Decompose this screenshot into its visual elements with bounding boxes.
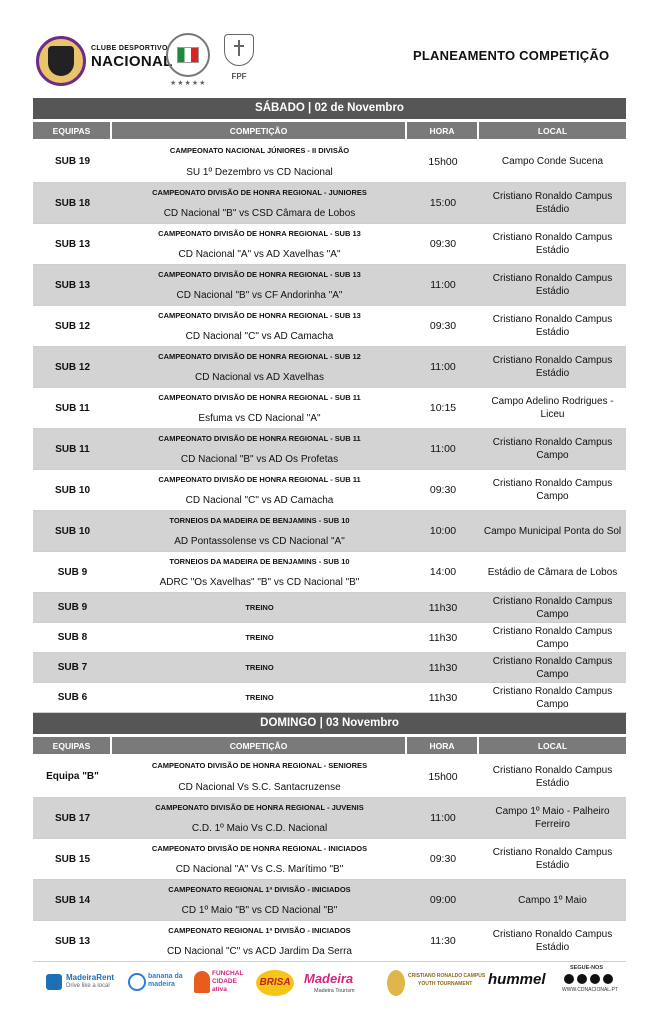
competition-cell (112, 470, 407, 510)
col-teams: EQUIPAS (33, 737, 112, 754)
competition-name: TORNEIOS DA MADEIRA DE BENJAMINS - SUB 10 (169, 516, 350, 525)
seal-stars: ★★★★★ (170, 80, 207, 87)
table-row (33, 921, 626, 962)
competition-cell (112, 921, 407, 961)
social-icons (564, 974, 613, 984)
sponsor-cr-campus: CRISTIANO RONALDO CAMPUS (408, 973, 486, 979)
team-cell: SUB 11 (55, 443, 90, 455)
competition-cell (112, 798, 407, 838)
place-cell: Cristiano Ronaldo Campus Campo (492, 685, 613, 710)
time-cell: 09:30 (429, 853, 457, 865)
time-cell: 11:30 (430, 935, 456, 947)
match-fixture: C.D. 1º Maio Vs C.D. Nacional (191, 823, 328, 834)
day-header-sunday: DOMINGO | 03 Novembro (33, 713, 626, 734)
time-cell: 11:00 (430, 443, 456, 455)
place-cell: Cristiano Ronaldo Campus Estádio (492, 929, 613, 953)
competition-name: CAMPEONATO DIVISÃO DE HONRA REGIONAL - INICIADOS (151, 844, 368, 853)
col-competition: COMPETIÇÃO (112, 737, 407, 754)
column-headers-saturday (33, 122, 626, 139)
time-cell: 11:00 (430, 279, 456, 291)
fpf-label: FPF (231, 72, 247, 81)
fpf-cross-icon (234, 40, 244, 56)
time-cell: 09:30 (429, 484, 457, 496)
table-row (33, 552, 626, 593)
competition-name: CAMPEONATO DIVISÃO DE HONRA REGIONAL - JUNIORES (152, 188, 367, 197)
place-cell: Cristiano Ronaldo Campus Campo (492, 595, 613, 620)
team-cell: SUB 6 (57, 692, 88, 703)
competition-name: CAMPEONATO DIVISÃO DE HONRA REGIONAL - SUB 11 (158, 434, 361, 443)
table-row (33, 839, 626, 880)
table-row (33, 683, 626, 713)
team-cell: SUB 9 (57, 602, 88, 613)
place-cell: Cristiano Ronaldo Campus Estádio (492, 847, 613, 871)
competition-cell (112, 265, 407, 305)
time-cell: 10:15 (429, 402, 457, 414)
competition-name: CAMPEONATO REGIONAL 1ª DIVISÃO - INICIADOS (168, 885, 351, 894)
column-headers-sunday (33, 737, 626, 754)
table-row (33, 798, 626, 839)
team-cell: SUB 11 (55, 402, 90, 414)
competition-cell (112, 183, 407, 223)
team-cell: SUB 15 (54, 853, 90, 865)
club-name-small: CLUBE DESPORTIVO (91, 45, 168, 52)
twitter-icon[interactable] (603, 974, 613, 984)
competition-cell (112, 511, 407, 551)
team-cell: SUB 12 (54, 361, 90, 373)
time-cell: 11h30 (428, 691, 458, 704)
page-title: PLANEAMENTO COMPETIÇÃO (413, 48, 610, 63)
table-row (33, 623, 626, 653)
competition-cell (112, 224, 407, 264)
team-cell: SUB 14 (54, 894, 90, 906)
table-row (33, 470, 626, 511)
competition-name: TREINO (245, 693, 274, 702)
team-cell: SUB 7 (57, 662, 88, 673)
competition-name: CAMPEONATO DIVISÃO DE HONRA REGIONAL - SUB 13 (158, 311, 361, 320)
match-fixture: Esfuma vs CD Nacional "A" (198, 413, 321, 424)
sponsor-madeirarent-tagline: Drive like a local (66, 983, 110, 989)
time-cell: 09:30 (429, 320, 457, 332)
competition-name: TREINO (245, 633, 274, 642)
place-cell: Cristiano Ronaldo Campus Campo (492, 478, 613, 502)
table-row (33, 265, 626, 306)
time-cell: 11:00 (430, 361, 456, 373)
time-cell: 11h30 (428, 631, 458, 644)
place-cell: Campo Municipal Ponta do Sol (483, 525, 622, 537)
cr-campus-icon (387, 970, 405, 996)
sponsor-cr-campus-sub: YOUTH TOURNAMENT (418, 981, 473, 987)
match-fixture: AD Pontassolense vs CD Nacional "A" (174, 536, 345, 547)
table-row (33, 653, 626, 683)
team-cell: SUB 19 (54, 156, 90, 167)
competition-cell (112, 839, 407, 879)
competition-name: CAMPEONATO DIVISÃO DE HONRA REGIONAL - SUB 11 (158, 393, 361, 402)
table-row (33, 306, 626, 347)
match-fixture: CD Nacional "B" vs CSD Câmara de Lobos (163, 208, 356, 219)
instagram-icon[interactable] (577, 974, 587, 984)
team-cell: Equipa "B" (46, 771, 99, 782)
col-place: LOCAL (479, 737, 626, 754)
col-place: LOCAL (479, 122, 626, 139)
youtube-icon[interactable] (590, 974, 600, 984)
time-cell: 15:00 (429, 197, 457, 209)
match-fixture: CD Nacional "C" vs AD Camacha (185, 495, 334, 506)
time-cell: 11h30 (428, 601, 458, 614)
competition-name: CAMPEONATO DIVISÃO DE HONRA REGIONAL - JUVENIS (155, 803, 364, 812)
table-row (33, 880, 626, 921)
match-fixture: CD 1º Maio "B" vs CD Nacional "B" (181, 905, 338, 916)
time-cell: 11:00 (430, 812, 456, 824)
funchal-icon (194, 971, 210, 993)
sponsor-madeira: Madeira (304, 971, 354, 986)
time-cell: 09:30 (429, 238, 457, 250)
banana-icon (128, 973, 146, 991)
table-row (33, 593, 626, 623)
place-cell: Cristiano Ronaldo Campus Estádio (492, 764, 613, 789)
team-cell: SUB 12 (54, 320, 90, 332)
competition-name: CAMPEONATO DIVISÃO DE HONRA REGIONAL - SUB 11 (158, 475, 361, 484)
time-cell: 09:00 (429, 894, 457, 906)
website-link[interactable]: WWW.CDNACIONAL.PT (562, 987, 618, 993)
sponsor-footer (0, 965, 648, 1024)
place-cell: Cristiano Ronaldo Campus Estádio (492, 232, 613, 256)
table-row (33, 429, 626, 470)
team-cell: SUB 10 (54, 484, 90, 496)
time-cell: 15h00 (428, 155, 458, 168)
team-cell: SUB 8 (57, 632, 88, 643)
match-fixture: SU 1º Dezembro vs CD Nacional (186, 167, 333, 178)
match-fixture: ADRC "Os Xavelhas" "B" vs CD Nacional "B" (159, 577, 360, 588)
match-fixture: CD Nacional "C" vs ACD Jardim Da Serra (167, 946, 352, 957)
page-header (0, 0, 648, 96)
sponsor-hummel: hummel (488, 971, 546, 988)
competition-name: CAMPEONATO DIVISÃO DE HONRA REGIONAL - SENIORES (151, 761, 368, 770)
match-fixture: CD Nacional "A" vs AD Xavelhas "A" (178, 249, 341, 260)
place-cell: Cristiano Ronaldo Campus Campo (492, 625, 613, 650)
team-cell: SUB 17 (54, 812, 90, 824)
time-cell: 14:00 (429, 566, 457, 578)
competition-cell (112, 347, 407, 387)
sponsor-brisa: BRISA (256, 970, 294, 996)
time-cell: 15h00 (428, 770, 458, 783)
place-cell: Cristiano Ronaldo Campus Estádio (492, 355, 613, 379)
table-row (33, 388, 626, 429)
table-row (33, 183, 626, 224)
competition-cell (112, 623, 407, 652)
competition-name: TORNEIOS DA MADEIRA DE BENJAMINS - SUB 10 (169, 557, 350, 566)
competition-name: TREINO (245, 663, 274, 672)
col-teams: EQUIPAS (33, 122, 112, 139)
competition-name: TREINO (245, 603, 274, 612)
time-cell: 11h30 (428, 661, 458, 674)
competition-name: CAMPEONATO DIVISÃO DE HONRA REGIONAL - SUB 13 (158, 270, 361, 279)
follow-label: SEGUE-NOS (570, 965, 604, 971)
place-cell: Cristiano Ronaldo Campus Estádio (492, 191, 613, 215)
schedule-saturday (33, 141, 626, 713)
facebook-icon[interactable] (564, 974, 574, 984)
col-time: HORA (407, 122, 479, 139)
place-cell: Cristiano Ronaldo Campus Estádio (492, 314, 613, 338)
match-fixture: CD Nacional "A" Vs C.S. Marítimo "B" (175, 864, 344, 875)
competition-cell (112, 880, 407, 920)
time-cell: 10:00 (429, 525, 457, 537)
place-cell: Campo Adelino Rodrigues - Liceu (491, 396, 614, 420)
table-row (33, 224, 626, 265)
match-fixture: CD Nacional vs AD Xavelhas (195, 372, 324, 383)
place-cell: Cristiano Ronaldo Campus Estádio (492, 273, 613, 297)
competition-name: CAMPEONATO NACIONAL JÚNIORES - II DIVISÃO (169, 146, 350, 155)
team-cell: SUB 18 (54, 197, 90, 209)
competition-cell (112, 429, 407, 469)
match-fixture: CD Nacional "C" vs AD Camacha (185, 331, 334, 342)
team-cell: SUB 13 (54, 935, 90, 947)
certification-seal-icon (166, 33, 210, 77)
competition-cell (112, 756, 407, 797)
table-row (33, 756, 626, 798)
place-cell: Cristiano Ronaldo Campus Campo (492, 437, 613, 461)
table-row (33, 511, 626, 552)
sponsor-banana: banana da madeira (148, 973, 183, 988)
col-time: HORA (407, 737, 479, 754)
place-cell: Estádio de Câmara de Lobos (487, 566, 618, 578)
match-fixture: CD Nacional "B" vs AD Os Profetas (180, 454, 339, 465)
place-cell: Cristiano Ronaldo Campus Campo (492, 655, 613, 680)
club-crest-icon (36, 36, 86, 86)
competition-name: CAMPEONATO REGIONAL 1ª DIVISÃO - INICIADOS (168, 926, 351, 935)
competition-cell (112, 683, 407, 712)
team-cell: SUB 9 (57, 566, 88, 578)
table-row (33, 141, 626, 183)
team-cell: SUB 10 (54, 525, 90, 537)
place-cell: Campo 1º Maio - Palheiro Ferreiro (495, 806, 610, 830)
sponsor-funchal: FUNCHAL CIDADE ativa (212, 970, 244, 993)
sponsor-madeira-tagline: Madeira Tourism (314, 988, 355, 994)
team-cell: SUB 13 (54, 238, 90, 250)
sponsor-madeirarent: MadeiraRent (66, 973, 115, 982)
competition-cell (112, 593, 407, 622)
madeirarent-icon (46, 974, 62, 990)
team-cell: SUB 13 (54, 279, 90, 291)
day-header-saturday: SÁBADO | 02 de Novembro (33, 98, 626, 119)
competition-cell (112, 388, 407, 428)
club-name: NACIONAL (91, 53, 173, 70)
match-fixture: CD Nacional "B" vs CF Andorinha "A" (176, 290, 343, 301)
competition-cell (112, 653, 407, 682)
place-cell: Campo 1º Maio (518, 894, 587, 906)
place-cell: Campo Conde Sucena (501, 156, 604, 167)
table-row (33, 347, 626, 388)
competition-name: CAMPEONATO DIVISÃO DE HONRA REGIONAL - SUB 12 (158, 352, 361, 361)
competition-cell (112, 552, 407, 592)
competition-name: CAMPEONATO DIVISÃO DE HONRA REGIONAL - SUB 13 (158, 229, 361, 238)
match-fixture: CD Nacional Vs S.C. Santacruzense (178, 782, 341, 793)
competition-cell (112, 306, 407, 346)
col-competition: COMPETIÇÃO (112, 122, 407, 139)
competition-cell (112, 141, 407, 182)
schedule-sunday (33, 756, 626, 962)
